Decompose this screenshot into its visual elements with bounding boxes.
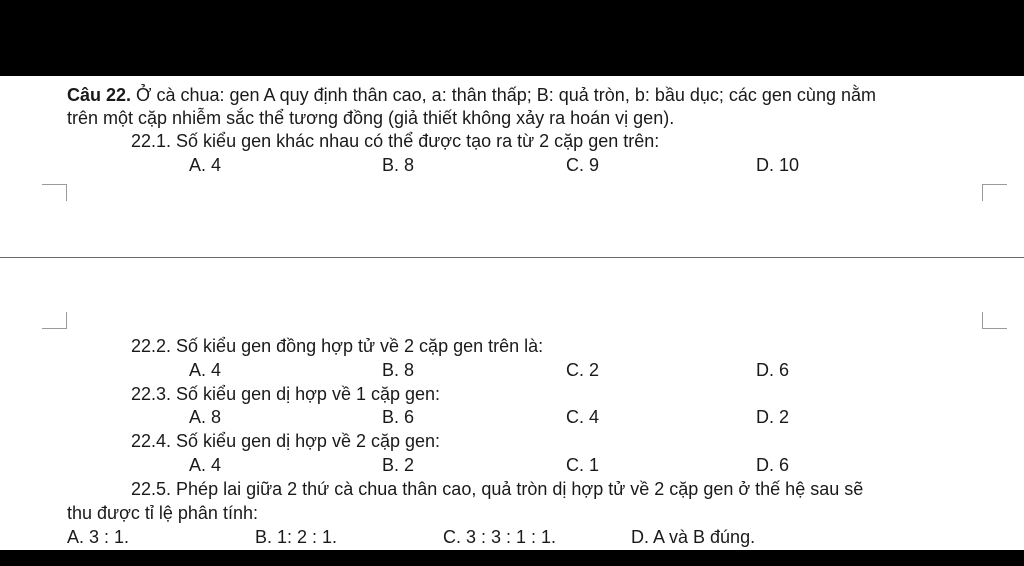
option-d: D. 6 [756,360,790,380]
page-corner-mark [42,312,67,329]
option-c: C. 2 [566,360,600,380]
page-break-line [0,257,1024,258]
subquestion-22-5-line2: thu được tỉ lệ phân tính: [67,503,258,523]
option-d: D. 10 [756,155,800,175]
option-a: A. 8 [189,407,222,427]
option-a: A. 4 [189,155,222,175]
page-corner-mark [42,184,67,201]
page-corner-mark [982,312,1007,329]
option-b: B. 8 [382,155,415,175]
top-black-bar [0,0,1024,76]
question-stem-part2: trên một cặp nhiễm sắc thể tương đồng (giả thiết không xảy ra hoán vị gen). [67,108,675,128]
subquestion-22-5-line1: 22.5. Phép lai giữa 2 thứ cà chua thân cao, quả tròn dị hợp tử về 2 cặp gen ở thế hệ sau sẽ [131,479,864,499]
subquestion-22-1: 22.1. Số kiểu gen khác nhau có thể được tạo ra từ 2 cặp gen trên: [131,131,660,151]
option-b: B. 1: 2 : 1. [255,527,338,547]
option-a: A. 4 [189,360,222,380]
question-22-line1 [67,84,876,106]
option-c: C. 3 : 3 : 1 : 1. [443,527,557,547]
option-c: C. 4 [566,407,600,427]
question-stem-part1: Ở cà chua: gen A quy định thân cao, a: thân thấp; B: quả tròn, b: bầu dục; các gen cùng nằm [131,85,876,105]
option-d: D. 2 [756,407,790,427]
option-d: D. A và B đúng. [631,527,756,547]
option-d: D. 6 [756,455,790,475]
option-b: B. 6 [382,407,415,427]
option-a: A. 3 : 1. [67,527,130,547]
subquestion-22-3: 22.3. Số kiểu gen dị hợp về 1 cặp gen: [131,384,441,404]
option-a: A. 4 [189,455,222,475]
option-c: C. 1 [566,455,600,475]
option-b: B. 2 [382,455,415,475]
option-c: C. 9 [566,155,600,175]
page-corner-mark [982,184,1007,201]
option-b: B. 8 [382,360,415,380]
bottom-black-bar [0,550,1024,566]
question-number: Câu 22. [67,85,132,105]
subquestion-22-2: 22.2. Số kiểu gen đồng hợp tử về 2 cặp gen trên là: [131,336,544,356]
subquestion-22-4: 22.4. Số kiểu gen dị hợp về 2 cặp gen: [131,431,441,451]
